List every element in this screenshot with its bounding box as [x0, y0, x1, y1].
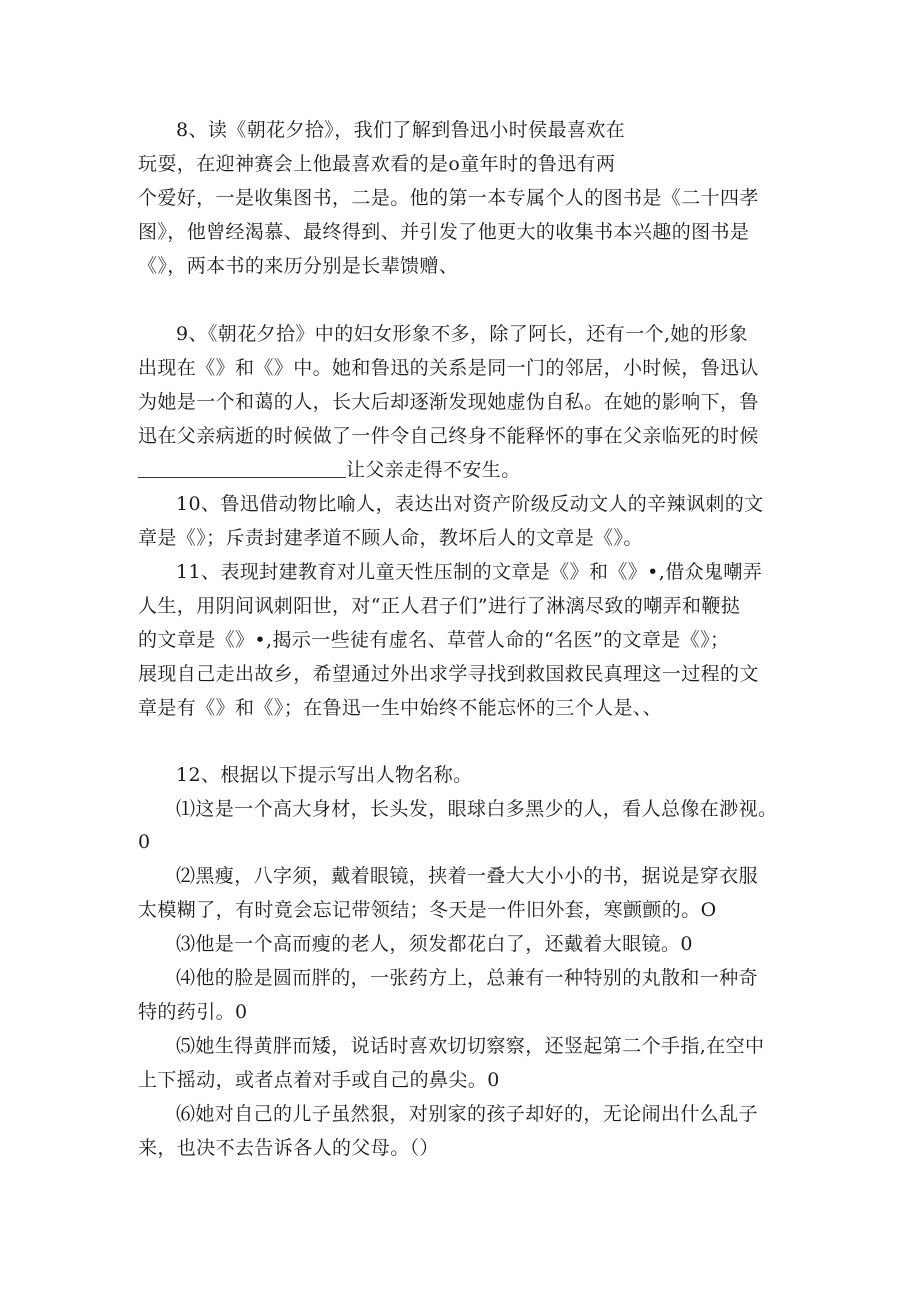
- q12-item-6-line-1: ⑹她对自己的儿子虽然狠，对别家的孩子却好的，无论闹出什么乱子: [176, 1103, 759, 1125]
- q9-line-5-text: 让父亲走得不安生。: [346, 459, 521, 481]
- q9-line-5: [138, 458, 521, 482]
- q8-line-1: 8、读《朝花夕拾》，我们了解到鲁迅小时侯最喜欢在: [176, 119, 626, 141]
- q12-item-1-line-1: ⑴这是一个高大身材，长头发，眼球白多黑少的人，看人总像在渺视。: [176, 798, 778, 820]
- q12-item-2-line-2: 太模糊了，有时竟会忘记带领结；冬天是一件旧外套，寒颤颤的。O: [138, 899, 717, 921]
- q12-item-2-line-1: ⑵黑瘦，八字须，戴着眼镜，挟着一叠大大小小的书，据说是穿衣服: [176, 865, 759, 887]
- q9-line-3: 为她是一个和蔼的人，长大后却逐渐发现她虚伪自私。在她的影响下，鲁: [138, 391, 759, 413]
- q12-item-1-line-2: 0: [138, 831, 151, 853]
- q8-line-4: 图》，他曾经渴慕、最终得到、并引发了他更大的收集书本兴趣的图书是: [138, 221, 750, 243]
- q8-line-3: 个爱好，一是收集图书，二是。他的第一本专属个人的图书是《二十四孝: [138, 187, 759, 209]
- q9-line-2: 出现在《》和《》中。她和鲁迅的关系是同一门的邻居，小时候，鲁迅认: [138, 357, 759, 379]
- q9-line-1: 9、《朝花夕拾》中的妇女形象不多，除了阿长，还有一个,她的形象: [176, 323, 749, 345]
- q12-item-5-line-1: ⑸她生得黄胖而矮，说话时喜欢切切察察，还竖起第二个手指,在空中: [176, 1035, 765, 1057]
- q11-line-2: 人生，用阴间讽刺阳世，对“正人君子们”进行了淋漓尽致的嘲弄和鞭挞: [138, 595, 741, 617]
- q11-line-3: 的文章是《》•,揭示一些徒有虚名、草菅人命的“名医”的文章是《》；: [138, 629, 730, 651]
- q12-title: 12、根据以下提示写出人物名称。: [176, 764, 473, 786]
- q12-item-4-line-1: ⑷他的脸是圆而胖的，一张药方上，总兼有一种特别的丸散和一种奇: [176, 967, 759, 989]
- q11-line-1: 11、表现封建教育对儿童天性压制的文章是《》和《》•,借众鬼嘲弄: [176, 561, 763, 583]
- q8-line-2: 玩耍，在迎神赛会上他最喜欢看的是o童年时的鲁迅有两: [138, 153, 616, 175]
- q8-line-5: 《》，两本书的来历分别是长辈馈赠、: [138, 255, 459, 277]
- q12-item-4-line-2: 特的药引。0: [138, 1001, 248, 1023]
- q12-item-6-line-2: 来，也决不去告诉各人的父母。（）: [138, 1137, 439, 1159]
- q11-line-4: 展现自己走出故乡，希望通过外出求学寻找到救国救民真理这一过程的文: [138, 663, 759, 685]
- q12-item-3-line-1: ⑶他是一个高而瘦的老人，须发都花白了，还戴着大眼镜。0: [176, 933, 693, 955]
- q11-line-5: 章是有《》和《》；在鲁迅一生中始终不能忘怀的三个人是、、: [138, 697, 663, 719]
- q10-line-2: 章是《》；斥责封建孝道不顾人命，教坏后人的文章是《》。: [138, 527, 643, 549]
- q12-item-5-line-2: 上下摇动，或者点着对手或自己的鼻尖。0: [138, 1069, 500, 1091]
- answer-blank: [138, 459, 346, 478]
- q9-line-4: 迅在父亲病逝的时候做了一件令自己终身不能释怀的事在父亲临死的时候: [138, 425, 759, 447]
- q10-line-1: 10、鲁迅借动物比喻人，表达出对资产阶级反动文人的辛辣讽刺的文: [176, 493, 764, 515]
